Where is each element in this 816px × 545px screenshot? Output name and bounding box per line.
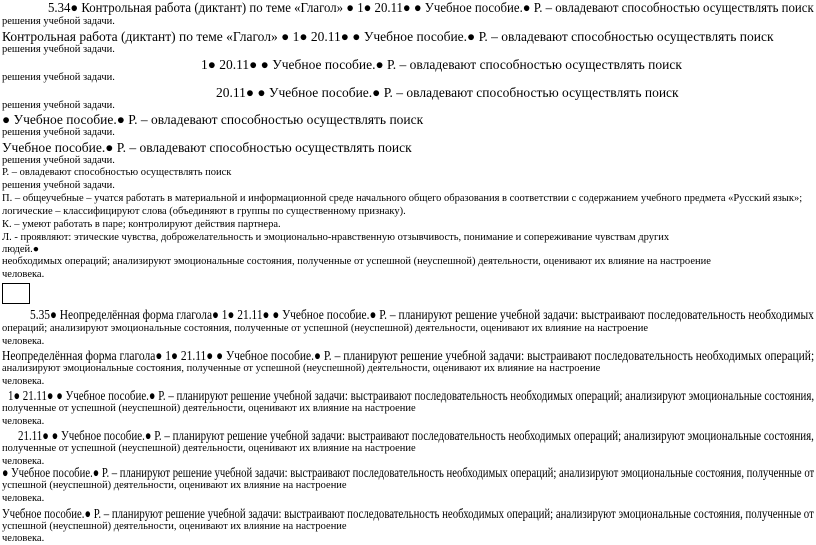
text-line: успешной (неуспешной) деятельности, оценивают их влияние на настроение	[2, 521, 347, 532]
text-line: решения учебной задачи.	[2, 72, 115, 83]
text-line: решения учебной задачи.	[2, 180, 115, 191]
text-line: операций; анализируют эмоциональные состояния, полученные от успешной (неуспешной) деятельности, оценивают их влияние на настроение	[2, 323, 649, 334]
text-line: 20.11● ● Учебное пособие.● Р. – овладевают способностью осуществлять поиск	[216, 85, 679, 100]
text-line: человека.	[2, 416, 45, 427]
text-line: анализируют эмоциональные состояния, полученные от успешной (неуспешной) деятельности, оценивают их влияние на настроение	[2, 363, 601, 374]
text-line: Л. - проявляют: этические чувства, доброжелательность и эмоционально-нравственную отзывчивость, понимание и сопереживание чувствам других	[2, 232, 670, 243]
text-line: полученные от успешной (неуспешной) деятельности, оценивают их влияние на настроение	[2, 403, 416, 414]
text-line: решения учебной задачи.	[2, 44, 115, 55]
text-line: Контрольная работа (диктант) по теме «Глагол» ● 1● 20.11● ● Учебное пособие.● Р. – овладевают способностью осуществлять поиск	[2, 29, 774, 44]
text-line: Неопределённая форма глагола● 1● 21.11● ● Учебное пособие.● Р. – планируют решение учебной задачи: выстраивают последовательность необходимых операций;	[2, 348, 815, 363]
text-line: логические – классифицируют слова (объединяют в группы по существенному признаку).	[2, 206, 406, 217]
text-line: решения учебной задачи.	[2, 100, 115, 111]
text-line: решения учебной задачи.	[2, 155, 115, 166]
text-line: людей.●	[2, 244, 40, 255]
text-line: человека.	[2, 456, 45, 467]
text-line: Учебное пособие.● Р. – овладевают способностью осуществлять поиск	[2, 140, 412, 155]
text-line: 1● 20.11● ● Учебное пособие.● Р. – овладевают способностью осуществлять поиск	[201, 57, 682, 72]
text-line: ● Учебное пособие.● Р. – планируют решение учебной задачи: выстраивают последовательность необходимых операций; анализируют эмоциональные состояния, полученные от	[2, 465, 815, 480]
text-line: успешной (неуспешной) деятельности, оценивают их влияние на настроение	[2, 480, 347, 491]
empty-cell-box	[2, 283, 30, 304]
text-line: человека.	[2, 376, 45, 387]
text-line: Учебное пособие.● Р. – планируют решение учебной задачи: выстраивают последовательность необходимых операций; анализируют эмоциональные состояния, полученные от	[2, 506, 814, 521]
text-line: 5.35● Неопределённая форма глагола● 1● 21.11● ● Учебное пособие.● Р. – планируют решение учебной задачи: выстраивают последовательность необходимых	[30, 307, 814, 322]
text-line: человека.	[2, 269, 45, 280]
text-line: 21.11● ● Учебное пособие.● Р. – планируют решение учебной задачи: выстраивают последовательность необходимых операций; анализируют эмоциональные состояния,	[18, 428, 814, 443]
text-line: ● Учебное пособие.● Р. – овладевают способностью осуществлять поиск	[2, 112, 424, 127]
text-line: человека.	[2, 493, 45, 504]
text-line: решения учебной задачи.	[2, 127, 115, 138]
text-line: полученные от успешной (неуспешной) деятельности, оценивают их влияние на настроение	[2, 443, 416, 454]
text-line: решения учебной задачи.	[2, 16, 115, 27]
text-line: П. – общеучебные – учатся работать в материальной и информационной среде начального общего образования в соответствии с содержанием учебного предмета «Русский язык»;	[2, 193, 803, 204]
text-line: человека.	[2, 336, 45, 347]
text-line: 5.34● Контрольная работа (диктант) по теме «Глагол» ● 1● 20.11● ● Учебное пособие.● Р. – овладевают способностью осуществлять поиск	[48, 0, 814, 15]
text-line: Р. – овладевают способностью осуществлять поиск	[2, 167, 232, 178]
text-line: человека.	[2, 533, 45, 544]
text-line: 1● 21.11● ● Учебное пособие.● Р. – планируют решение учебной задачи: выстраивают последовательность необходимых операций; анализируют эмоциональные состояния,	[8, 388, 815, 403]
text-line: необходимых операций; анализируют эмоциональные состояния, полученные от успешной (неуспешной) деятельности, оценивают их влияние на настроение	[2, 256, 711, 267]
text-line: К. – умеют работать в паре; контролируют действия партнера.	[2, 219, 281, 230]
